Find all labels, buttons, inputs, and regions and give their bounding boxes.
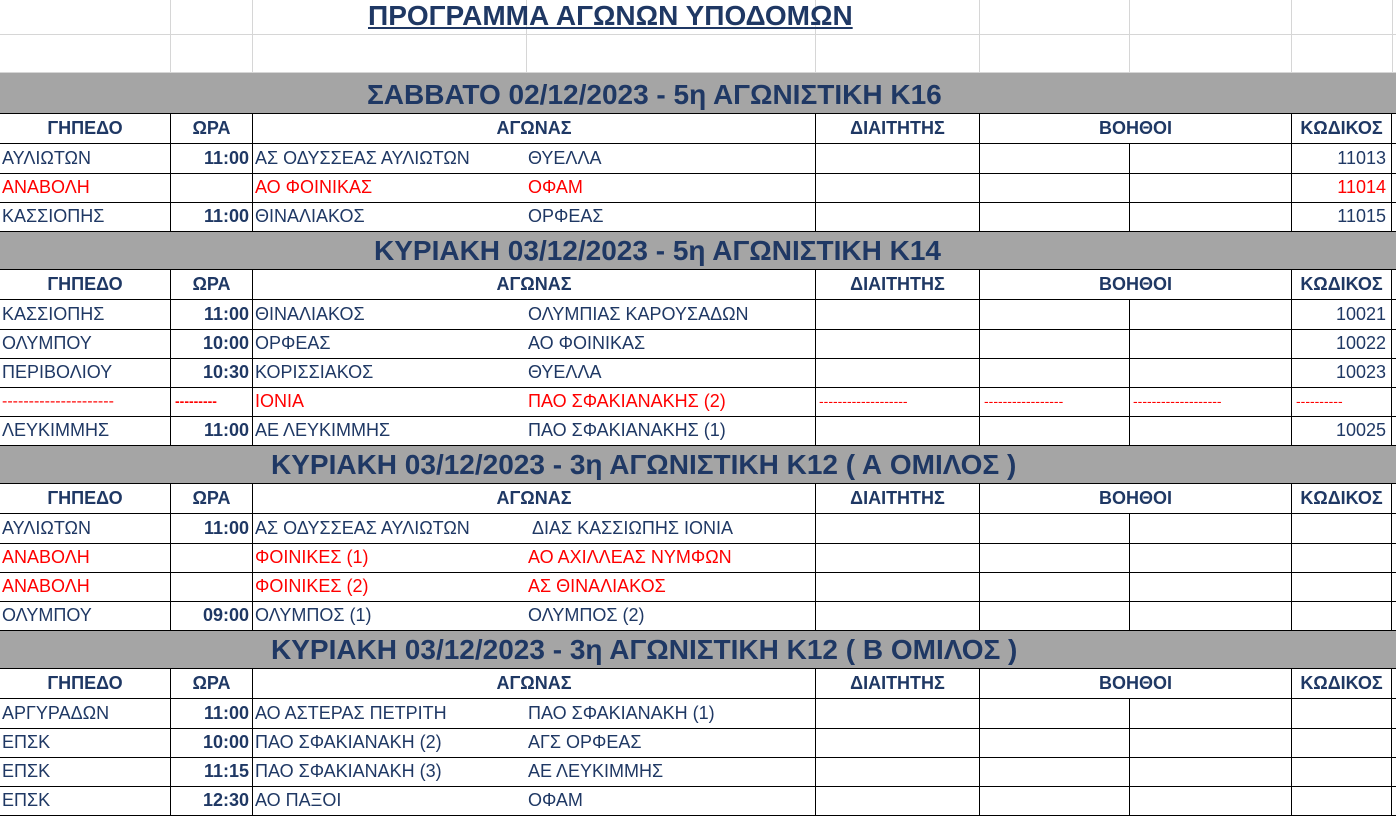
cell-assistant-2: ------------------- [1129, 387, 1291, 416]
cell-referee [815, 329, 979, 358]
cell-assistant-1 [979, 572, 1129, 601]
cell-code [1291, 786, 1392, 815]
cell-assistant-1 [979, 601, 1129, 630]
header-assistants: ΒΟΗΘΟΙ [979, 484, 1291, 513]
header-row [0, 270, 1396, 300]
cell-field: ΚΑΣΣΙΟΠΗΣ [2, 206, 105, 226]
cell-assistant-2 [1129, 601, 1291, 630]
header-row [0, 669, 1396, 699]
cell-away-team: ΑΟ ΑΧΙΛΛΕΑΣ ΝΥΜΦΩΝ [528, 547, 732, 567]
cell-referee [815, 514, 979, 543]
cell-field: ΟΛΥΜΠΟΥ [2, 605, 92, 625]
header-code: ΚΩΔΙΚΟΣ [1291, 114, 1392, 143]
cell-away-team: ΑΣ ΘΙΝΑΛΙΑΚΟΣ [528, 576, 666, 596]
cell-home-team: ΑΟ ΦΟΙΝΙΚΑΣ [252, 173, 526, 202]
cell-assistant-1 [979, 543, 1129, 572]
header-assistants: ΒΟΗΘΟΙ [979, 669, 1291, 698]
cell-time: 10:00 [170, 728, 252, 757]
cell-field: ΕΠΣΚ [2, 790, 51, 810]
cell-referee [815, 572, 979, 601]
cell-time [170, 543, 252, 572]
header-assistants: ΒΟΗΘΟΙ [979, 114, 1291, 143]
cell-assistant-1 [979, 329, 1129, 358]
cell-assistant-2 [1129, 728, 1291, 757]
cell-assistant-2 [1129, 514, 1291, 543]
header-referee: ΔΙΑΙΤΗΤΗΣ [815, 114, 979, 143]
table-row [0, 387, 1396, 417]
cell-away-team: ΘΥΕΛΛΑ [528, 362, 602, 382]
cell-home-team: ΑΕ ΛΕΥΚΙΜΜΗΣ [252, 416, 526, 445]
cell-time: 10:00 [170, 329, 252, 358]
table-row [0, 173, 1396, 203]
cell-referee [815, 300, 979, 329]
section-band [0, 631, 1396, 669]
header-time: ΩΡΑ [170, 484, 252, 513]
cell-assistant-2 [1129, 572, 1291, 601]
cell-referee [815, 786, 979, 815]
cell-code [1291, 601, 1392, 630]
cell-referee [815, 601, 979, 630]
cell-code: 10022 [1291, 329, 1392, 358]
cell-time: 11:00 [170, 144, 252, 173]
section-band [0, 73, 1396, 114]
header-match: ΑΓΩΝΑΣ [252, 669, 815, 698]
table-row [0, 416, 1396, 446]
cell-code [1291, 543, 1392, 572]
cell-referee [815, 757, 979, 786]
cell-assistant-1 [979, 358, 1129, 387]
cell-field: ΟΛΥΜΠΟΥ [2, 333, 92, 353]
table-row [0, 514, 1396, 544]
cell-away-team: ΘΥΕΛΛΑ [528, 148, 602, 168]
header-time: ΩΡΑ [170, 270, 252, 299]
header-field: ΓΗΠΕΔΟ [47, 274, 123, 294]
table-row [0, 601, 1396, 631]
cell-field: ΠΕΡΙΒΟΛΙΟΥ [2, 362, 113, 382]
cell-assistant-1 [979, 416, 1129, 445]
table-row [0, 757, 1396, 787]
header-time: ΩΡΑ [170, 669, 252, 698]
header-match: ΑΓΩΝΑΣ [252, 114, 815, 143]
cell-referee [815, 416, 979, 445]
table-row [0, 699, 1396, 729]
cell-away-team: ΟΡΦΕΑΣ [528, 206, 604, 226]
cell-assistant-1 [979, 728, 1129, 757]
cell-time: 11:00 [170, 300, 252, 329]
cell-code: 10025 [1291, 416, 1392, 445]
cell-home-team: ΚΟΡΙΣΣΙΑΚΟΣ [252, 358, 526, 387]
header-referee: ΔΙΑΙΤΗΤΗΣ [815, 270, 979, 299]
header-assistants: ΒΟΗΘΟΙ [979, 270, 1291, 299]
cell-assistant-2 [1129, 173, 1291, 202]
cell-home-team: ΘΙΝΑΛΙΑΚΟΣ [252, 202, 526, 231]
cell-assistant-2 [1129, 757, 1291, 786]
cell-home-team: ΠΑΟ ΣΦΑΚΙΑΝΑΚΗ (3) [252, 757, 526, 786]
cell-time: 11:00 [170, 699, 252, 728]
header-field: ΓΗΠΕΔΟ [47, 118, 123, 138]
cell-away-team: ΑΕ ΛΕΥΚΙΜΜΗΣ [528, 761, 664, 781]
cell-field: ΕΠΣΚ [2, 761, 51, 781]
table-row [0, 358, 1396, 388]
cell-assistant-2 [1129, 329, 1291, 358]
cell-assistant-1 [979, 300, 1129, 329]
table-row [0, 202, 1396, 232]
cell-time: --------- [170, 387, 252, 416]
cell-home-team: ΟΡΦΕΑΣ [252, 329, 526, 358]
header-field: ΓΗΠΕΔΟ [47, 673, 123, 693]
cell-assistant-1 [979, 699, 1129, 728]
cell-field: ΚΑΣΣΙΟΠΗΣ [2, 304, 105, 324]
cell-code: 10021 [1291, 300, 1392, 329]
section-title: ΣΑΒΒΑΤΟ 02/12/2023 - 5η ΑΓΩΝΙΣΤΙΚΗ Κ16 [367, 79, 942, 110]
cell-code [1291, 572, 1392, 601]
cell-referee [815, 543, 979, 572]
cell-away-team: ΑΟ ΦΟΙΝΙΚΑΣ [528, 333, 646, 353]
header-referee: ΔΙΑΙΤΗΤΗΣ [815, 669, 979, 698]
cell-assistant-1 [979, 144, 1129, 173]
cell-field: ΑΝΑΒΟΛΗ [2, 576, 90, 596]
section-band [0, 232, 1396, 270]
section-title: ΚΥΡΙΑΚΗ 03/12/2023 - 5η ΑΓΩΝΙΣΤΙΚΗ Κ14 [374, 235, 941, 266]
cell-assistant-1: ----------------- [979, 387, 1129, 416]
cell-referee [815, 699, 979, 728]
header-match: ΑΓΩΝΑΣ [252, 484, 815, 513]
header-referee: ΔΙΑΙΤΗΤΗΣ [815, 484, 979, 513]
cell-assistant-1 [979, 514, 1129, 543]
table-row [0, 144, 1396, 174]
cell-time: 11:00 [170, 416, 252, 445]
header-row [0, 484, 1396, 514]
cell-home-team: ΟΛΥΜΠΟΣ (1) [252, 601, 526, 630]
cell-away-team: ΟΛΥΜΠΟΣ (2) [528, 605, 645, 625]
page-title [0, 0, 1396, 34]
cell-assistant-2 [1129, 543, 1291, 572]
page-title-text: ΠΡΟΓΡΑΜΜΑ ΑΓΩΝΩΝ ΥΠΟΔΟΜΩΝ [368, 0, 853, 31]
cell-field: ΑΥΛΙΩΤΩΝ [2, 518, 91, 538]
table-row [0, 786, 1396, 816]
header-code: ΚΩΔΙΚΟΣ [1291, 484, 1392, 513]
cell-time: 10:30 [170, 358, 252, 387]
cell-field: ΑΝΑΒΟΛΗ [2, 547, 90, 567]
cell-code [1291, 757, 1392, 786]
cell-assistant-2 [1129, 202, 1291, 231]
cell-referee: ------------------- [815, 387, 979, 416]
cell-assistant-2 [1129, 300, 1291, 329]
cell-field: ΑΡΓΥΡΑΔΩΝ [2, 703, 110, 723]
cell-home-team: ΦΟΙΝΙΚΕΣ (1) [252, 543, 526, 572]
cell-assistant-2 [1129, 416, 1291, 445]
cell-away-team: ΟΦΑΜ [528, 177, 583, 197]
header-time: ΩΡΑ [170, 114, 252, 143]
cell-home-team: ΘΙΝΑΛΙΑΚΟΣ [252, 300, 526, 329]
cell-time [170, 173, 252, 202]
header-field: ΓΗΠΕΔΟ [47, 488, 123, 508]
cell-assistant-2 [1129, 358, 1291, 387]
cell-code: 11013 [1291, 144, 1392, 173]
cell-away-team: ΔΙΑΣ ΚΑΣΣΙΩΠΗΣ ΙΟΝΙΑ [528, 518, 734, 538]
cell-field: ΑΥΛΙΩΤΩΝ [2, 148, 91, 168]
cell-code: ---------- [1291, 387, 1392, 416]
header-row [0, 114, 1396, 144]
cell-assistant-1 [979, 173, 1129, 202]
cell-away-team: ΠΑΟ ΣΦΑΚΙΑΝΑΚΗ (1) [528, 703, 715, 723]
cell-home-team: ΑΣ ΟΔΥΣΣΕΑΣ ΑΥΛΙΩΤΩΝ [252, 514, 526, 543]
cell-code [1291, 514, 1392, 543]
table-row [0, 329, 1396, 359]
table-row [0, 572, 1396, 602]
table-row [0, 728, 1396, 758]
cell-code: 10023 [1291, 358, 1392, 387]
cell-away-team: ΑΓΣ ΟΡΦΕΑΣ [528, 732, 642, 752]
section-band [0, 446, 1396, 484]
cell-home-team: ΑΟ ΠΑΞΟΙ [252, 786, 526, 815]
cell-time: 11:00 [170, 202, 252, 231]
cell-away-team: ΠΑΟ ΣΦΑΚΙΑΝΑΚΗΣ (2) [528, 391, 726, 411]
cell-code: 11015 [1291, 202, 1392, 231]
cell-time: 12:30 [170, 786, 252, 815]
cell-referee [815, 358, 979, 387]
cell-assistant-2 [1129, 144, 1291, 173]
cell-field: ΑΝΑΒΟΛΗ [2, 177, 90, 197]
cell-away-team: ΟΛΥΜΠΙΑΣ ΚΑΡΟΥΣΑΔΩΝ [528, 304, 749, 324]
cell-referee [815, 202, 979, 231]
cell-home-team: ΑΟ ΑΣΤΕΡΑΣ ΠΕΤΡΙΤΗ [252, 699, 526, 728]
cell-code [1291, 728, 1392, 757]
header-code: ΚΩΔΙΚΟΣ [1291, 669, 1392, 698]
table-row [0, 300, 1396, 330]
cell-code: 11014 [1291, 173, 1392, 202]
header-code: ΚΩΔΙΚΟΣ [1291, 270, 1392, 299]
cell-field: ΕΠΣΚ [2, 732, 51, 752]
cell-home-team: ΦΟΙΝΙΚΕΣ (2) [252, 572, 526, 601]
cell-code [1291, 699, 1392, 728]
cell-referee [815, 144, 979, 173]
cell-field: ΛΕΥΚΙΜΜΗΣ [2, 420, 110, 440]
cell-referee [815, 173, 979, 202]
cell-time: 11:15 [170, 757, 252, 786]
cell-referee [815, 728, 979, 757]
table-row [0, 543, 1396, 573]
cell-away-team: ΟΦΑΜ [528, 790, 583, 810]
section-title: ΚΥΡΙΑΚΗ 03/12/2023 - 3η ΑΓΩΝΙΣΤΙΚΗ Κ12 ( Α ΟΜΙΛΟΣ ) [271, 449, 1017, 480]
cell-assistant-1 [979, 757, 1129, 786]
cell-home-team: ΙΟΝΙΑ [252, 387, 526, 416]
cell-home-team: ΑΣ ΟΔΥΣΣΕΑΣ ΑΥΛΙΩΤΩΝ [252, 144, 526, 173]
cell-home-team: ΠΑΟ ΣΦΑΚΙΑΝΑΚΗ (2) [252, 728, 526, 757]
cell-assistant-2 [1129, 786, 1291, 815]
header-match: ΑΓΩΝΑΣ [252, 270, 815, 299]
cell-time [170, 572, 252, 601]
cell-away-team: ΠΑΟ ΣΦΑΚΙΑΝΑΚΗΣ (1) [528, 420, 726, 440]
cell-time: 11:00 [170, 514, 252, 543]
cell-field: --------------------- [2, 393, 114, 410]
cell-assistant-2 [1129, 699, 1291, 728]
section-title: ΚΥΡΙΑΚΗ 03/12/2023 - 3η ΑΓΩΝΙΣΤΙΚΗ Κ12 ( Β ΟΜΙΛΟΣ ) [271, 634, 1018, 665]
cell-time: 09:00 [170, 601, 252, 630]
cell-assistant-1 [979, 202, 1129, 231]
cell-assistant-1 [979, 786, 1129, 815]
